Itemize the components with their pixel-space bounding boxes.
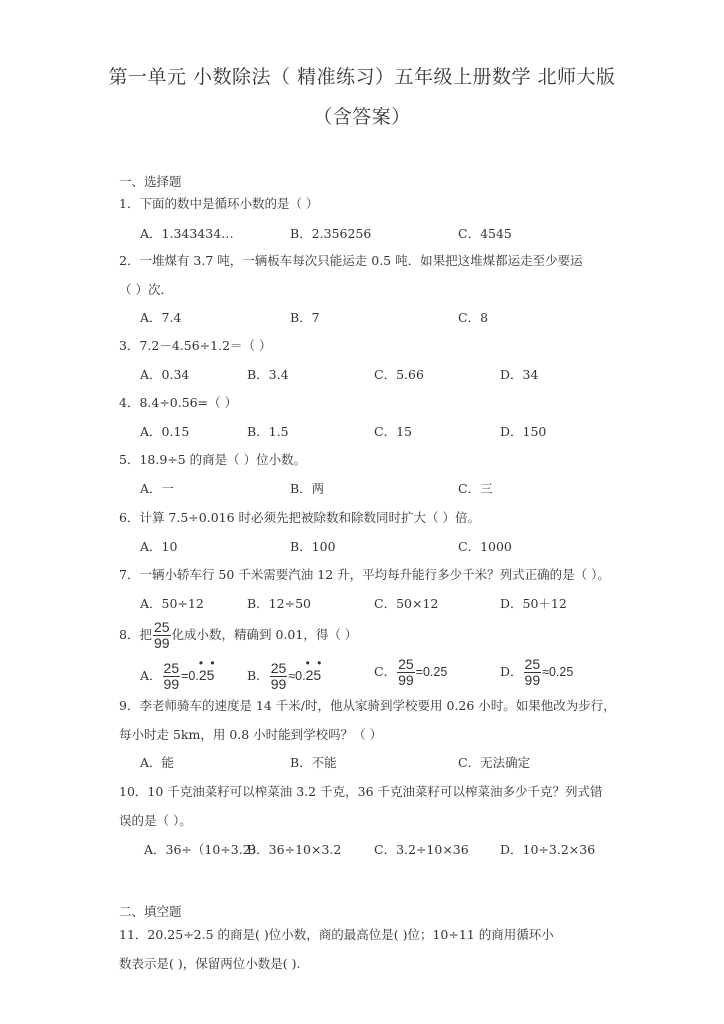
question-stem: 10．10 千克油菜籽可以榨菜油 3.2 千克，36 千克油菜籽可以榨菜油多少千克？列式错 — [119, 784, 603, 799]
option-c: C．5.66 — [374, 367, 424, 382]
title-line-2: （含答案） — [313, 106, 411, 128]
question-stem: 5．18.9÷5 的商是（ ）位小数。 — [119, 452, 307, 467]
option-a: A．0.34 — [140, 367, 190, 382]
question-stem: 9．李老师骑车的速度是 14 千米/时，他从家骑到学校要用 0.26 小时。如果他改为步行， — [119, 698, 616, 713]
option-b: B．1.5 — [247, 424, 289, 439]
question-stem-cont: 数表示是( )，保留两位小数是( ). — [119, 956, 301, 971]
question-stem: 4．8.4÷0.56=（ ） — [119, 395, 238, 410]
option-b: B．2.356256 — [290, 226, 372, 241]
option-c: C．8 — [458, 310, 489, 325]
repeating-decimal: • • 25 — [198, 656, 217, 683]
question-stem-cont: （ ）次． — [119, 282, 173, 297]
option-c: C．3.2÷10×36 — [374, 842, 469, 857]
option-d: D．50＋12 — [500, 596, 567, 611]
option-a: A．能 — [140, 755, 175, 770]
option-a: A．一 — [140, 481, 175, 496]
option-c: C． $\frac{25}{99}$ =0.25 — [374, 656, 448, 688]
option-a: A． $\frac{25}{99}$ =0. • • 25 — [140, 656, 217, 692]
option-d: D．150 — [500, 424, 547, 439]
option-b: B．不能 — [290, 755, 337, 770]
option-b: B．36÷10×3.2 — [247, 842, 342, 857]
stem-suffix: 化成小数，精确到 0.01，得（ ） — [171, 627, 358, 642]
option-c: C．50×12 — [374, 596, 439, 611]
question-stem-cont: 误的是（ ）。 — [119, 813, 192, 828]
question-stem-cont: 每小时走 5km，用 0.8 小时能到学校吗？（ ） — [119, 727, 383, 742]
stem-prefix: 8．把 — [119, 627, 152, 642]
repeating-decimal: • • 25 — [305, 656, 324, 683]
question-stem: 2．一堆煤有 3.7 吨，一辆板车每次只能运走 0.5 吨．如果把这堆煤都运走至少要运 — [119, 253, 583, 268]
section-heading-choice: 一、选择题 — [119, 174, 182, 189]
option-a: A．36÷（10÷3.2） — [144, 842, 264, 857]
option-d: D．34 — [500, 367, 539, 382]
option-a: A．50÷12 — [140, 596, 204, 611]
option-a: A．7.4 — [140, 310, 182, 325]
option-b: B．100 — [290, 539, 336, 554]
question-stem: 11．20.25÷2.5 的商是( )位小数，商的最高位是( )位；10÷11 的商用循环小 — [119, 927, 554, 942]
option-c: C．1000 — [458, 539, 512, 554]
option-d: D． $\frac{25}{99}$ ≈0.25 — [500, 656, 574, 688]
option-b: B．12÷50 — [247, 596, 311, 611]
question-stem: 1．下面的数中是循环小数的是（ ） — [119, 196, 319, 211]
option-c: C．三 — [458, 481, 493, 496]
option-c: C．4545 — [458, 226, 512, 241]
option-a: A．10 — [140, 539, 178, 554]
section-heading-fill-blank: 二、填空题 — [119, 904, 182, 919]
option-b: B． $\frac{25}{99}$ ≈0. • • 25 — [247, 656, 324, 692]
title-line-1: 第一单元 小数除法（ 精准练习）五年级上册数学 北师大版 — [108, 66, 616, 88]
option-a: A．1.343434… — [140, 226, 234, 241]
fraction-25-99: $\frac{25}{99}$ — [153, 619, 170, 651]
option-a: A．0.15 — [140, 424, 190, 439]
question-stem — [119, 620, 357, 651]
question-stem: 6．计算 7.5÷0.016 时必须先把被除数和除数同时扩大（ ）倍。 — [119, 510, 481, 525]
option-b: B．7 — [290, 310, 320, 325]
option-d: D．10÷3.2×36 — [500, 842, 596, 857]
option-c: C．无法确定 — [458, 755, 531, 770]
question-stem: 7．一辆小轿车行 50 千米需要汽油 12 升，平均每升能行多少千米？列式正确的是（ ）。 — [119, 567, 610, 582]
question-stem: 3．7.2－4.56÷1.2＝（ ） — [119, 338, 272, 353]
option-b: B．3.4 — [247, 367, 289, 382]
option-c: C．15 — [374, 424, 412, 439]
option-b: B．两 — [290, 481, 325, 496]
